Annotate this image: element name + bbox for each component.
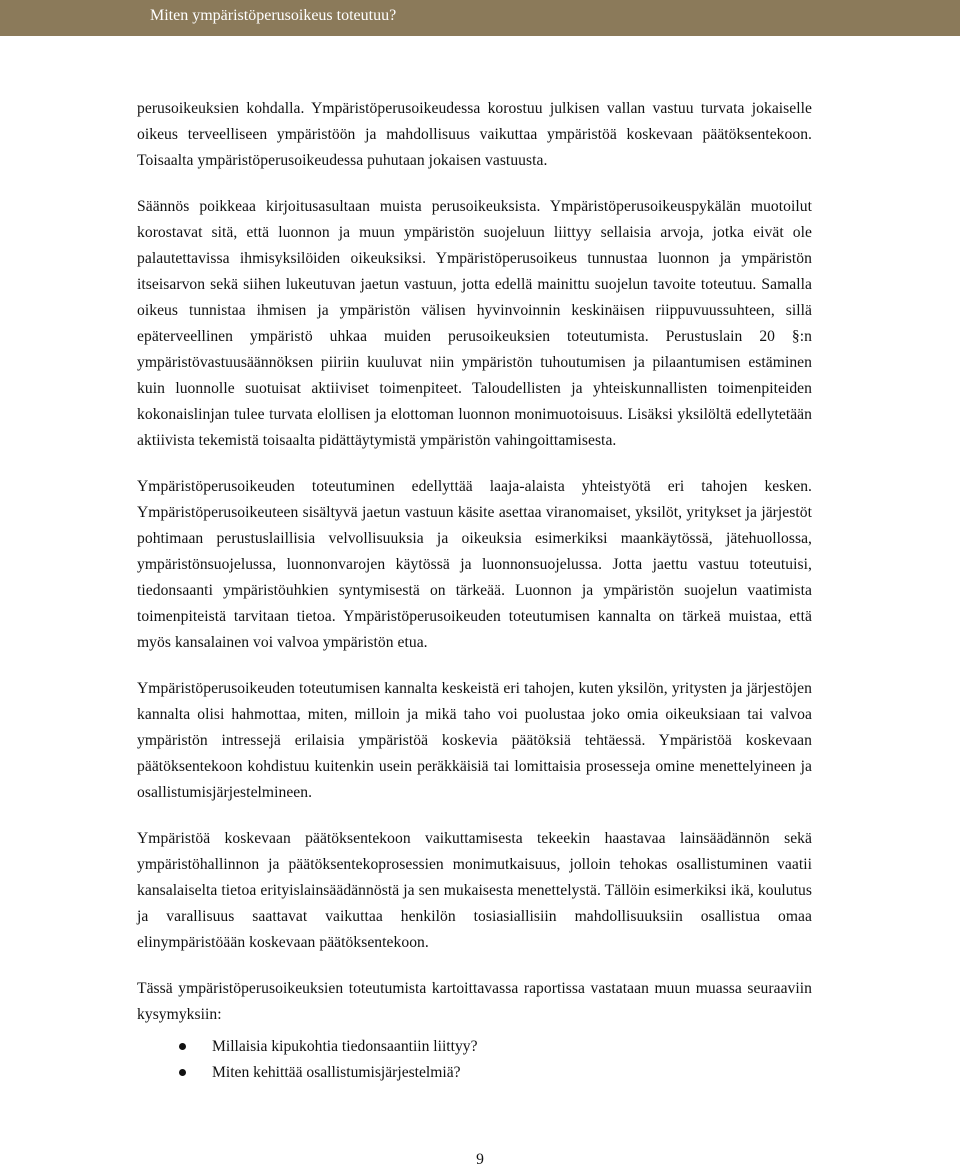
- list-item-text: Miten kehittää osallistumisjärjestelmiä?: [212, 1064, 461, 1081]
- paragraph-2: Säännös poikkeaa kirjoitusasultaan muista perusoikeuksista. Ympäristöperusoikeuspykälän muotoilut korostavat sitä, että luonnon ja muun ympäristön suojeluun liittyy sellaisia arvoja, jotka eivät ole palautettavissa ihmisyksilöiden oikeuksiksi. Ympäristöperusoikeus tunnustaa luonnon ja ympäristön itseisarvon sekä siihen lukeutuvan jaetun vastuun, jotta edellä mainittu suojelun tavoite toteutuu. Samalla oikeus tunnistaa ihmisen ja ympäristön välisen hyvinvoinnin keskinäisen riippuvuussuhteen, sillä epäterveellinen ympäristö uhkaa muiden perusoikeuksien toteutumista. Perustuslain 20 §:n ympäristövastuusäännöksen piiriin kuuluvat niin ympäristön tuhoutumisen ja pilaantumisen estäminen kuin luonnolle suotuisat aktiiviset toimenpiteet. Taloudellisten ja yhteiskunnallisten toimenpiteiden kokonaislinjan tulee turvata elollisen ja elottoman luonnon monimuotoisuus. Lisäksi yksilöltä edellytetään aktiivista tekemistä toisaalta pidättäytymistä ympäristön vahingoittamisesta.: [137, 198, 812, 449]
- paragraph-1: perusoikeuksien kohdalla. Ympäristöperusoikeudessa korostuu julkisen vallan vastuu turvata jokaiselle oikeus terveelliseen ympäristöön ja mahdollisuus vaikuttaa ympäristöä koskevaan päätöksentekoon. Toisaalta ympäristöperusoikeudessa puhutaan jokaisen vastuusta.: [137, 100, 812, 169]
- question-list: [137, 1034, 812, 1086]
- list-item-text: Millaisia kipukohtia tiedonsaantiin liittyy?: [212, 1038, 478, 1055]
- list-item: [137, 1034, 812, 1060]
- bullet-icon: [179, 1043, 186, 1050]
- document-running-title: Miten ympäristöperusoikeus toteutuu?: [150, 7, 397, 24]
- list-item: [137, 1060, 812, 1086]
- paragraph-3: Ympäristöperusoikeuden toteutuminen edellyttää laaja-alaista yhteistyötä eri tahojen kesken. Ympäristöperusoikeuteen sisältyvä jaetun vastuun käsite asettaa viranomaiset, yksilöt, yritykset ja järjestöt pohtimaan perustuslaillisia velvollisuuksia ja oikeuksia esimerkiksi maankäytössä, jätehuollossa, ympäristönsuojelussa, luonnonvarojen käytössä ja luonnonsuojelussa. Jotta jaettu vastuu toteutuisi, tiedonsaanti ympäristöuhkien syntymisestä on tärkeää. Luonnon ja ympäristön suojelun vaatimista toimenpiteistä tarvitaan tietoa. Ympäristöperusoikeuden toteutumisen kannalta on tärkeä muistaa, että myös kansalainen voi valvoa ympäristön etua.: [137, 478, 812, 651]
- page-body: [137, 96, 812, 1086]
- page-number: 9: [476, 1151, 484, 1168]
- paragraph-4: Ympäristöperusoikeuden toteutumisen kannalta keskeistä eri tahojen, kuten yksilön, yritysten ja järjestöjen kannalta olisi hahmottaa, miten, milloin ja mikä taho voi puolustaa joko omia oikeuksiaan tai valvoa ympäristön intressejä erilaisia ympäristöä koskevia päätöksiä tehtäessä. Ympäristöä koskevaan päätöksentekoon kohdistuu kuitenkin usein peräkkäisiä tai lomittaisia prosesseja omine menettelyineen ja osallistumisjärjestelmineen.: [137, 680, 812, 801]
- paragraph-6: Tässä ympäristöperusoikeuksien toteutumista kartoittavassa raportissa vastataan muun muassa seuraaviin kysymyksiin:: [137, 980, 812, 1023]
- header-bar: [0, 0, 960, 36]
- paragraph-5: Ympäristöä koskevaan päätöksentekoon vaikuttamisesta tekeekin haastavaa lainsäädännön sekä ympäristöhallinnon ja päätöksentekoprosessien monimutkaisuus, jolloin tehokas osallistuminen vaatii kansalaiselta tietoa erityislainsäädännöstä ja sen mukaisesta menettelystä. Tällöin esimerkiksi ikä, koulutus ja varallisuus saattavat vaikuttaa henkilön tosiasiallisiin mahdollisuuksiin osallistua omaa elinympäristöään koskevaan päätöksentekoon.: [137, 830, 812, 951]
- bullet-icon: [179, 1069, 186, 1076]
